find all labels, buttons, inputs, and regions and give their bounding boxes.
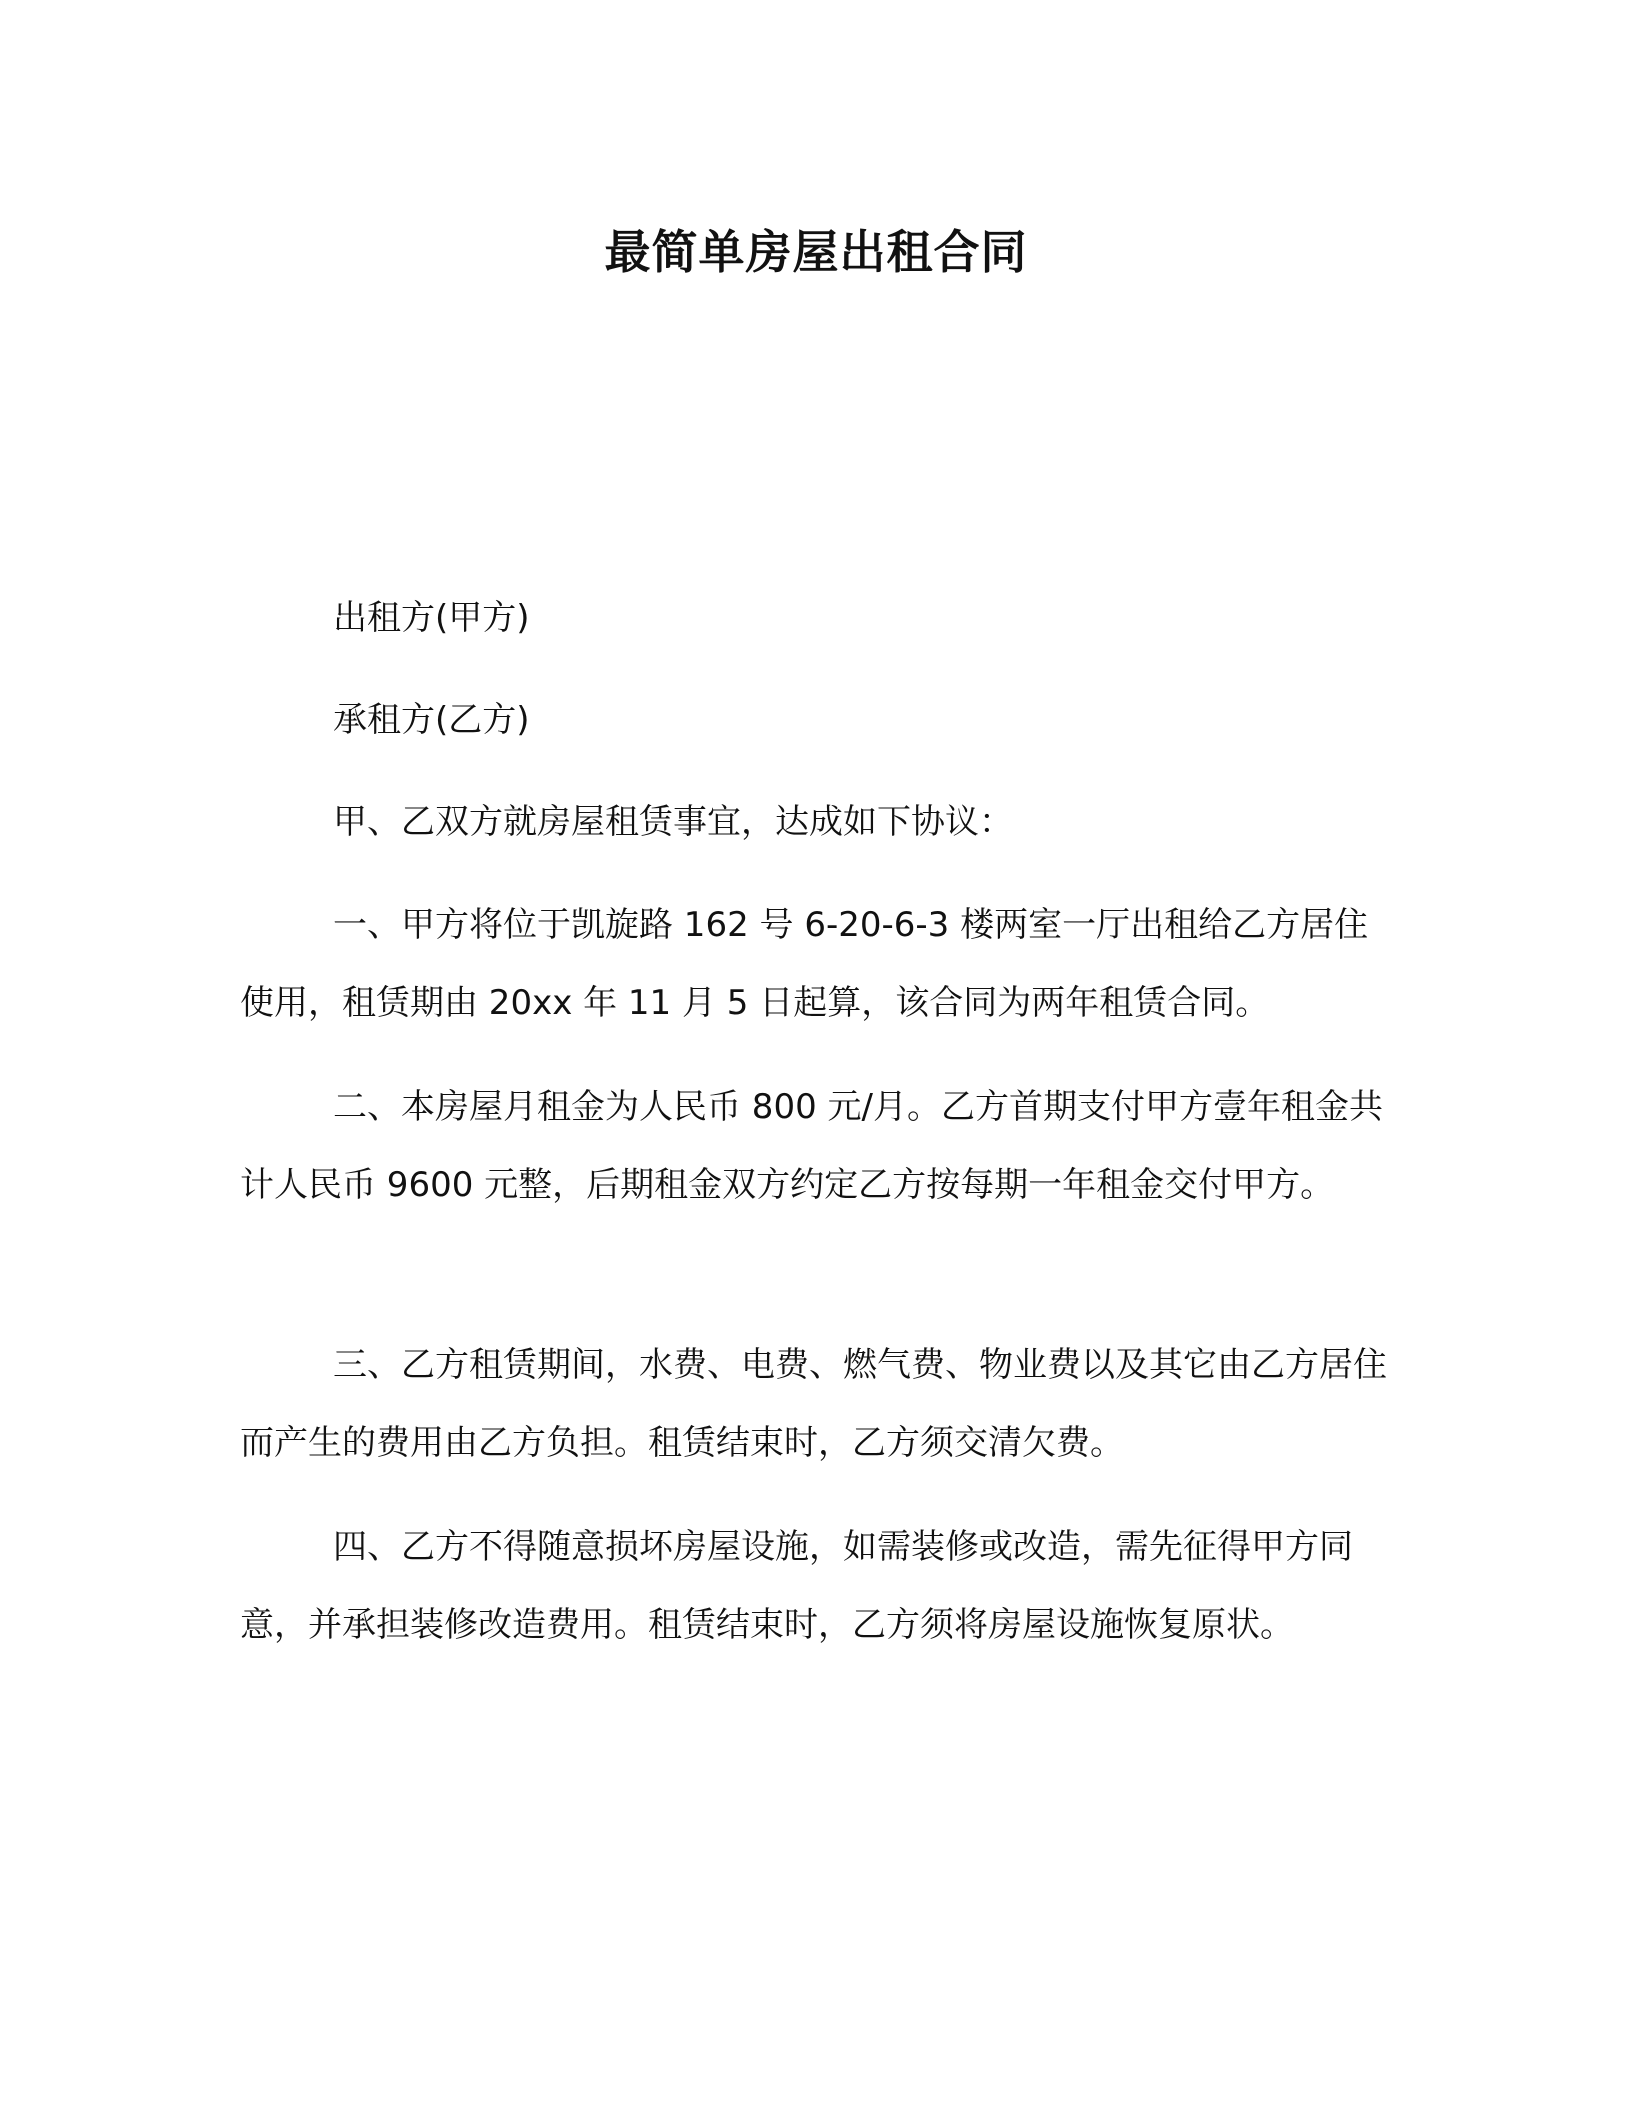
clause-3: 三、乙方租赁期间，水费、电费、燃气费、物业费以及其它由乙方居住而产生的费用由乙方负担。租赁结束时，乙方须交清欠费。 — [240, 1345, 1387, 1463]
lessor-label: 出租方(甲方) — [333, 598, 530, 638]
agreement-intro: 甲、乙双方就房屋租赁事宜，达成如下协议： — [333, 802, 1013, 842]
clause-4: 四、乙方不得随意损坏房屋设施，如需装修或改造，需先征得甲方同意，并承担装修改造费用。租赁结束时，乙方须将房屋设施恢复原状。 — [240, 1527, 1353, 1645]
lessee-label: 承租方(乙方) — [333, 700, 530, 740]
document-title: 最简单房屋出租合同 — [604, 225, 1028, 279]
clause-2: 二、本房屋月租金为人民币 800 元/月。乙方首期支付甲方壹年租金共计人民币 9600 元整，后期租金双方约定乙方按每期一年租金交付甲方。 — [240, 1087, 1383, 1205]
clause-1: 一、甲方将位于凯旋路 162 号 6-20-6-3 楼两室一厅出租给乙方居住使用，租赁期由 20xx 年 11 月 5 日起算，该合同为两年租赁合同。 — [240, 905, 1369, 1023]
